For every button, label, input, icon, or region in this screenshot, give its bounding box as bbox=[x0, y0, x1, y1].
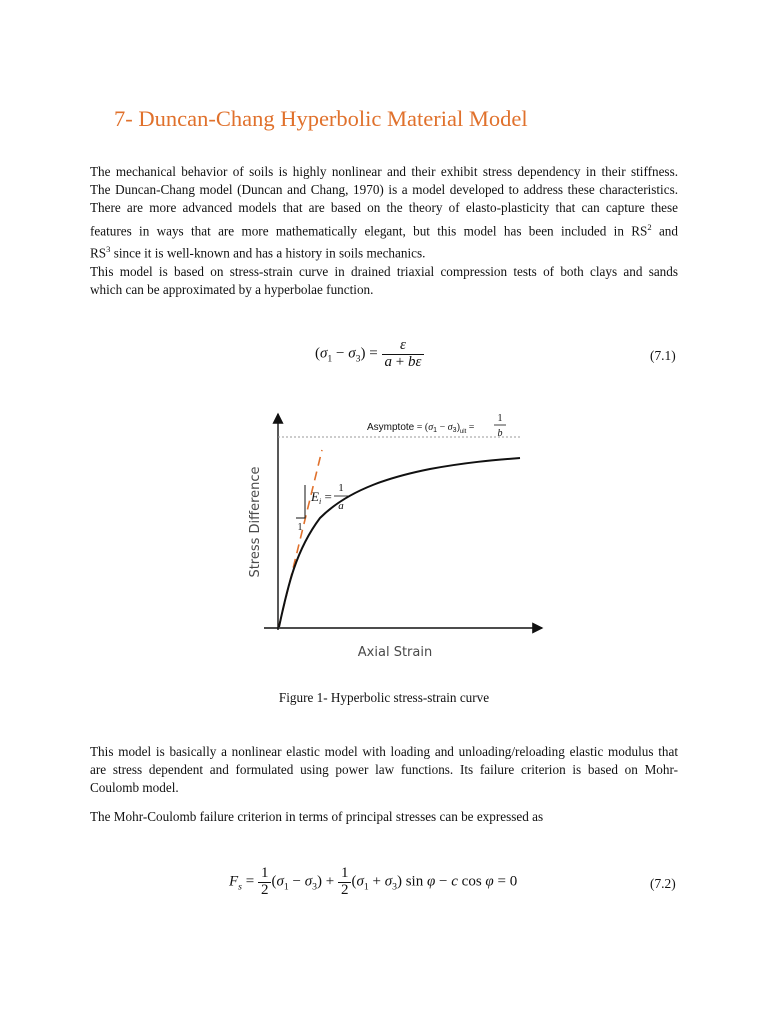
paragraph-line: This model is basically a nonlinear elastic model with loading and unloading/reloading elastic modulus that bbox=[90, 744, 678, 759]
slope-triangle bbox=[296, 485, 305, 518]
svg-text:1: 1 bbox=[338, 482, 344, 494]
text-run: and bbox=[651, 223, 678, 238]
paragraph-intro bbox=[90, 163, 678, 263]
equation-number: (7.1) bbox=[650, 348, 676, 363]
paragraph-line: This model is based on stress-strain curve in drained triaxial compression tests of both clays and sands bbox=[90, 264, 678, 279]
paragraph-model-basis bbox=[90, 263, 678, 299]
paragraph-line: There are more advanced models that are based on the theory of elasto-plasticity that can capture these bbox=[90, 200, 678, 216]
svg-text:Asymptote = (σ1 − σ3)ult =: Asymptote = $(\sigma_1 - \sigma_3)_{ult}$ = bbox=[367, 422, 475, 435]
asymptote-label: Asymptote bbox=[367, 422, 415, 433]
text-run: features in ways that are more mathematically elegant, but this model has been included in RS bbox=[90, 223, 648, 238]
paragraph-line bbox=[90, 240, 678, 263]
paragraph-nonlinear-elastic bbox=[90, 743, 678, 798]
svg-text:b: b bbox=[497, 428, 503, 439]
slope-run-label: 1 bbox=[297, 522, 303, 533]
svg-text:Ei =: $E_i$ = bbox=[311, 489, 332, 506]
y-axis-label: Stress Difference bbox=[248, 466, 263, 578]
superscript: 3 bbox=[106, 244, 111, 255]
x-axis-label: Axial Strain bbox=[357, 645, 433, 660]
section-title: 7- Duncan-Chang Hyperbolic Material Model bbox=[114, 106, 528, 131]
equation-fraction: $\frac{\varepsilon}{a + b\varepsilon}$ bbox=[382, 338, 425, 371]
svg-text:1: 1 bbox=[497, 413, 503, 424]
text-run: RS bbox=[90, 245, 107, 261]
svg-text:a: a bbox=[338, 500, 344, 512]
ei-label: E bbox=[311, 489, 319, 504]
paragraph-line: which can be approximated by a hyperbolae function. bbox=[90, 282, 374, 298]
equation-7-2: $F_s$ = $\frac{1}{2}$ $(\sigma_1 - \sigma_3)$ + $\frac{1}{2}$ $(\sigma_1 + \sigma_3)$ sin φ − c cos φ = 0 bbox=[229, 865, 518, 898]
text-run: since it is well-known and has a history in soils mechanics. bbox=[110, 245, 426, 261]
paragraph-line: Coulomb model. bbox=[90, 780, 179, 796]
stress-strain-curve bbox=[279, 458, 520, 627]
paragraph-line: are stress dependent and formulated using power law functions. Its failure criterion is based on Mohr- bbox=[90, 762, 678, 778]
figure-caption: Figure 1- Hyperbolic stress-strain curve bbox=[278, 690, 490, 705]
paragraph-line: The Duncan-Chang model (Duncan and Chang, 1970) is a model developed to address these characteristics. bbox=[90, 182, 678, 198]
paragraph-line: The mechanical behavior of soils is highly nonlinear and their exhibit stress dependency in their stiffness. bbox=[90, 164, 678, 179]
paragraph-mohr-coulomb bbox=[90, 808, 678, 826]
equation-7-1: $(\sigma_1 - \sigma_3)$ = $\frac{\varepsilon}{a + b\varepsilon}$ bbox=[315, 338, 424, 371]
equation-number: (7.2) bbox=[650, 876, 676, 891]
superscript: 2 bbox=[647, 221, 652, 232]
hyperbolic-stress-strain-figure bbox=[0, 400, 768, 700]
ei-subscript: i bbox=[318, 497, 322, 506]
paragraph-line bbox=[90, 218, 678, 241]
paragraph-line: The Mohr-Coulomb failure criterion in terms of principal stresses can be expressed as bbox=[90, 809, 544, 824]
